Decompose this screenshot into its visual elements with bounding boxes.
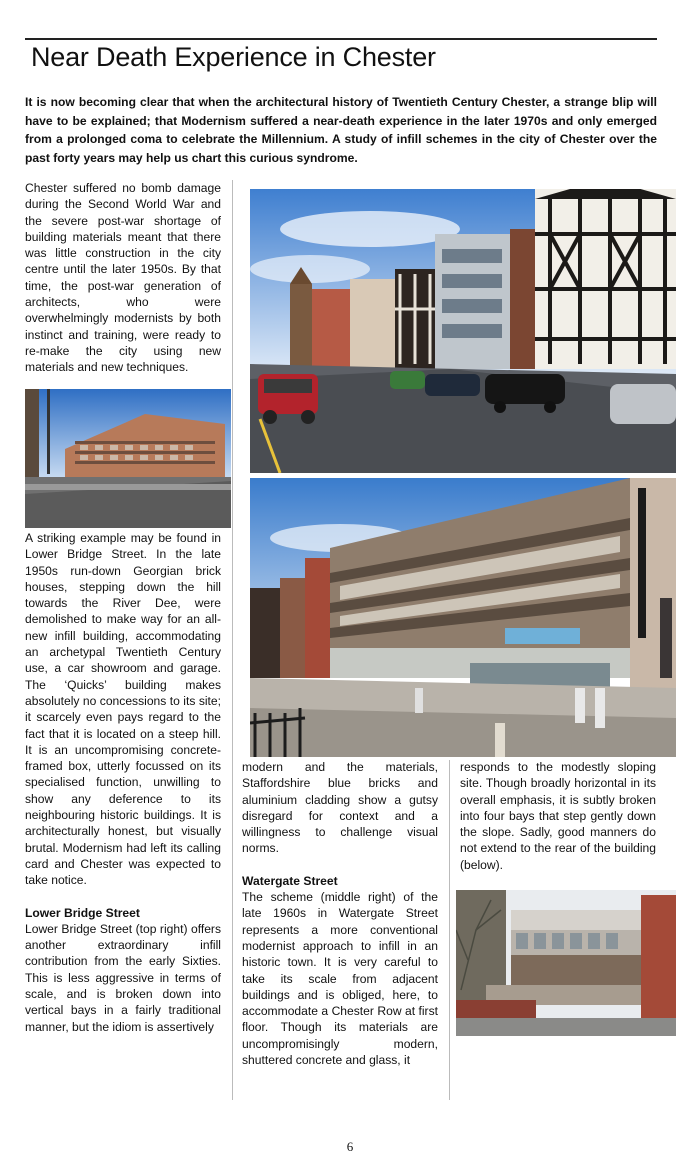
col2-paragraph-2: The scheme (middle right) of the late 1960s in Watergate Street represents a more conventional modernist approach to infill in an historic town. It is very careful to take its scale from adjacent buildings and is obliged, here, to accommodate a Chester Row at first floor. Though its materials are uncompromisingly modern, shuttered concrete and glass, it (242, 890, 438, 1068)
col1-paragraph-3: Lower Bridge Street (top right) offers another extraordinary infill contribution from the early Sixties. This is less aggressive in terms of scale, and is broken down into vertical bays in a fairly traditional manner, but the idiom is assertively (25, 921, 221, 1034)
heading-lower-bridge-street: Lower Bridge Street (25, 905, 140, 920)
col2-paragraph-1: modern and the materials, Staffordshire blue bricks and aluminium cladding show a gutsy disregard for context and a willingness to challenge visual norms. (242, 760, 438, 856)
page-number: 6 (346, 1139, 354, 1154)
intro-paragraph: It is now becoming clear that when the architectural history of Twentieth Century Chester, a strange blip will have to be explained; that Modernism suffered a near-death experience in the later 1970s and only emerged from a prolonged coma to celebrate the Millennium. A study of infill schemes in the city of Chester over the past forty years may help us chart this curious syndrome. (25, 95, 657, 165)
photo-quicks-building (25, 389, 231, 528)
photo-watergate-street (250, 478, 676, 757)
heading-watergate-street: Watergate Street (242, 873, 338, 888)
column-3 (460, 759, 656, 873)
col3-paragraph-1: responds to the modestly sloping site. Though broadly horizontal in its overall emphasis, it is subtly broken into four bays that step gently down the slope. Sadly, good manners do not extend to the rear of the building (below). (460, 760, 656, 872)
page-title: Near Death Experience in Chester (31, 42, 436, 72)
col1-paragraph-1: Chester suffered no bomb damage during the Second World War and the severe post-war shortage of building materials meant that there was little construction in the city centre until the later 1950s. By that time, the post-war generation of architects, who were overwhelmingly modernists by both instinct and training, were ready to re-make the city using new materials and new techniques. (25, 181, 221, 375)
column-divider-2 (449, 760, 450, 1100)
col1-paragraph-2: A striking example may be found in Lower Bridge Street. In the late 1950s run-down Georgian brick houses, stepping down the hill towards the River Dee, were demolished to make way for an all-new infill building, accommodating an archetypal Twentieth Century use, a car showroom and garage. The ‘Quicks’ building makes absolutely no concessions to its site; it scarcely even pays regard to the fact that it is located on a steep hill. It is an uncompromising concrete-framed box, utterly focussed on its specialised function, unwilling to show any deference to its neighbouring historic buildings. It is architecturally honest, but visually brutal. Modernism had left its calling card and Chester was expected to take notice. (25, 531, 221, 888)
top-rule (25, 38, 657, 40)
photo-lower-bridge-street (250, 189, 676, 473)
column-1-top (25, 180, 221, 376)
column-2 (242, 759, 438, 1068)
column-divider-1 (232, 180, 233, 1100)
column-1-bottom (25, 530, 221, 1035)
photo-rear-of-building (456, 890, 676, 1036)
